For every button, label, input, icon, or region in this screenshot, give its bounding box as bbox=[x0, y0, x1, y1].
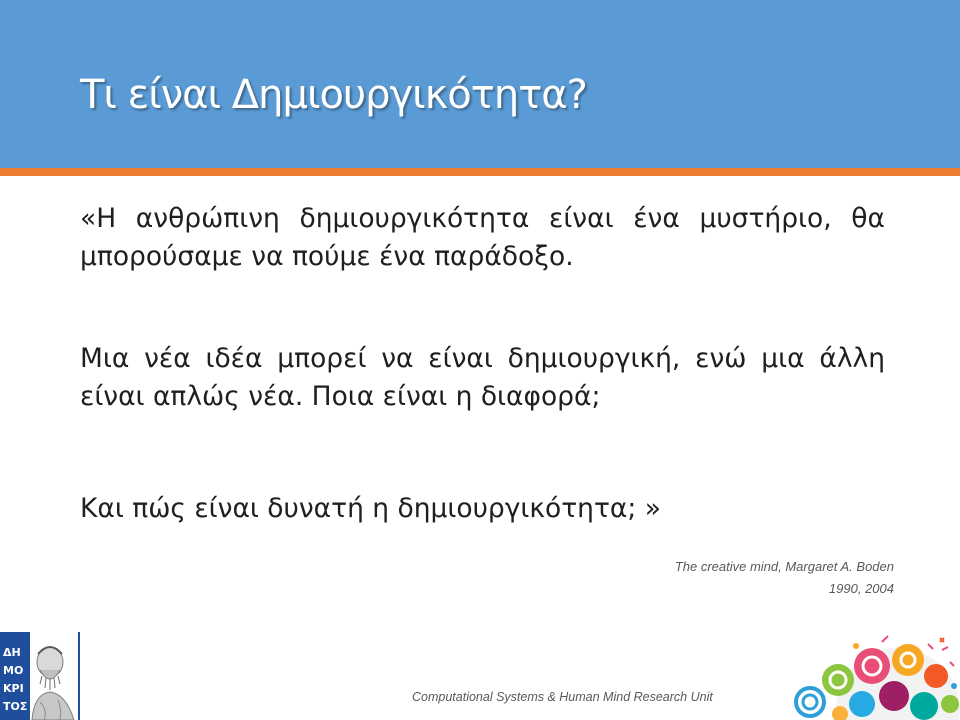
svg-text:ΤΟΣ: ΤΟΣ bbox=[3, 700, 28, 713]
democritus-logo bbox=[0, 632, 80, 720]
footer-unit-name: Computational Systems & Human Mind Research Unit bbox=[412, 690, 713, 704]
accent-rule bbox=[0, 168, 960, 176]
slide-title: Τι είναι Δημιουργικότητα? bbox=[80, 72, 587, 118]
citation-source: The creative mind, Margaret A. Boden bbox=[674, 559, 894, 574]
colorful-brain-illustration bbox=[778, 632, 960, 720]
svg-text:ΔΗ: ΔΗ bbox=[3, 646, 21, 659]
svg-text:ΜΟ: ΜΟ bbox=[3, 664, 24, 677]
quote-paragraph-2: Μια νέα ιδέα μπορεί να είναι δημιουργική, ενώ μια άλλη είναι απλώς νέα. Ποια είναι η διαφορά; bbox=[80, 343, 885, 412]
citation-years: 1990, 2004 bbox=[828, 581, 894, 596]
svg-text:ΚΡΙ: ΚΡΙ bbox=[3, 682, 24, 695]
quote-paragraph-3: Και πώς είναι δυνατή η δημιουργικότητα; » bbox=[80, 493, 661, 524]
quote-paragraph-1: «Η ανθρώπινη δημιουργικότητα είναι ένα μυστήριο, θα μπορούσαμε να πούμε ένα παράδοξο. bbox=[80, 203, 885, 272]
citation bbox=[675, 556, 894, 600]
